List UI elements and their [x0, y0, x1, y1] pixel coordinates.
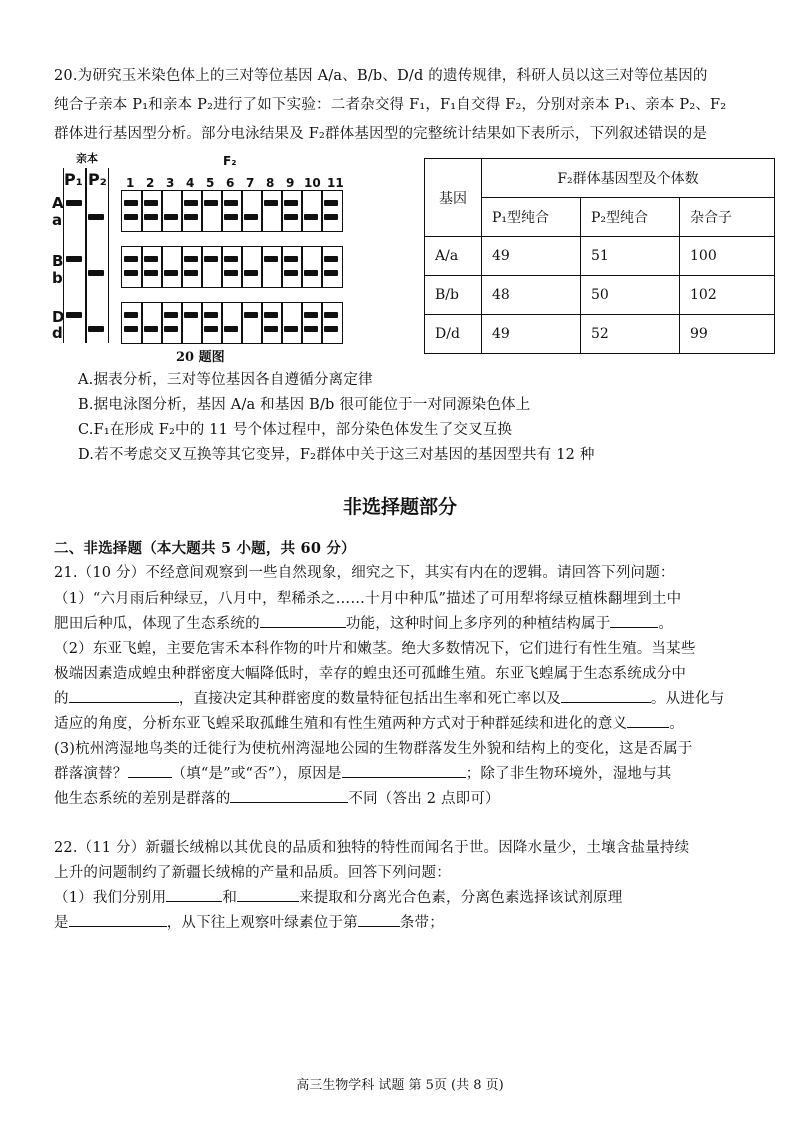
f2-lane-block: [301, 190, 323, 232]
f2-lane-block: [141, 246, 163, 288]
locus-a-lower: a: [52, 211, 63, 229]
f2-lane-block: [321, 190, 343, 232]
table-cell-p1: 48: [482, 276, 581, 315]
gel-band: [224, 200, 238, 206]
gel-band: [324, 270, 338, 276]
gel-band: [244, 270, 258, 276]
q22-text: ，从下往上观察叶绿素位于第: [166, 915, 358, 931]
f2-lane-block: [141, 190, 163, 232]
q21-p3-line1: (3)杭州湾湿地鸟类的迁徙行为使杭州湾湿地公园的生物群落发生外貌和结构上的变化，这是否属于: [54, 741, 693, 757]
q21-p2-text: 的: [54, 691, 69, 707]
table-row: [425, 276, 775, 315]
gel-band: [264, 326, 278, 332]
table-group-header: F₂群体基因型及个体数: [482, 159, 775, 198]
locus-b-lower: b: [52, 269, 63, 287]
lane-number: 3: [166, 176, 175, 190]
gel-band: [324, 312, 338, 318]
q21-p2-text: 。从进化与: [650, 691, 725, 707]
q21-p1-text: 。: [658, 616, 674, 632]
f2-lane-block: [221, 302, 243, 344]
gel-band: [88, 270, 104, 276]
gel-band: [204, 256, 218, 262]
gel-band: [184, 214, 198, 220]
lane-number: 2: [146, 176, 155, 190]
q22-line4: [54, 911, 444, 932]
f2-lane-block: [181, 246, 203, 288]
f2-lane-block: [241, 246, 263, 288]
gel-band: [304, 270, 318, 276]
gel-band: [244, 312, 258, 318]
table-cell-p2: 51: [581, 237, 680, 276]
q21-p1-line1: （1）“六月雨后种绿豆，八月中，犁稀杀之……十月中种瓜”描述了可用犁将绿豆植株翻埋到土中: [54, 591, 682, 607]
gel-band: [284, 200, 298, 206]
table-cell-gene: B/b: [425, 276, 482, 315]
electrophoresis-figure: [48, 148, 388, 365]
f2-lane-block: [261, 246, 283, 288]
f2-lane-block: [241, 302, 263, 344]
table-cell-het: 100: [680, 237, 775, 276]
gel-band: [88, 214, 104, 220]
f2-lane-block: [261, 190, 283, 232]
answer-blank[interactable]: [69, 912, 167, 927]
gel-band: [144, 270, 158, 276]
q22-line1: 22.（11 分）新疆长绒棉以其优良的品质和独特的特性而闻名于世。因降水量少，土壤含盐量持续: [54, 840, 690, 856]
q22-line3: [54, 886, 622, 907]
p2-lane: [85, 168, 109, 343]
table-cell-gene: D/d: [425, 315, 482, 354]
gel-band: [124, 312, 138, 318]
f2-lane-block: [181, 302, 203, 344]
gel-band: [144, 326, 158, 332]
lane-number: 10: [304, 176, 321, 190]
gel-band: [304, 326, 318, 332]
answer-blank[interactable]: [69, 688, 179, 703]
gel-band: [124, 270, 138, 276]
gel-band: [284, 214, 298, 220]
f2-header: F₂: [223, 154, 237, 168]
f2-lane-block: [281, 190, 303, 232]
f2-lane-block: [321, 302, 343, 344]
f2-lane-block: [301, 302, 323, 344]
gel-band: [264, 312, 278, 318]
gel-band: [204, 200, 218, 206]
gel-band: [164, 270, 178, 276]
lane-number: 9: [286, 176, 295, 190]
table-header-gene: 基因: [425, 159, 482, 237]
answer-blank[interactable]: [610, 613, 658, 628]
gel-band: [184, 200, 198, 206]
answer-blank[interactable]: [627, 713, 669, 728]
q21-p1-line2: [54, 612, 673, 633]
gel-band: [184, 256, 198, 262]
q20-stem-line2: 纯合子亲本 P₁和亲本 P₂进行了如下实验：二者杂交得 F₁，F₁自交得 F₂，分别对亲本 P₁、亲本 P₂、F₂: [54, 97, 727, 113]
f2-lane-block: [301, 246, 323, 288]
gel-band: [224, 256, 238, 262]
gel-band: [164, 312, 178, 318]
f2-lane-block: [121, 246, 143, 288]
part2-header: 二、非选择题（本大题共 5 小题，共 60 分）: [54, 540, 356, 557]
f2-lane-block: [161, 246, 183, 288]
f2-lane-block: [121, 302, 143, 344]
parent-header: 亲本: [76, 152, 98, 165]
gel-band: [304, 214, 318, 220]
q21-p1-text: 功能，这种时间上多序列的种植结构属于: [345, 616, 611, 632]
p2-lane-label: P₂: [88, 170, 107, 189]
f2-lane-block: [201, 190, 223, 232]
q21-p3-line3: [54, 787, 500, 808]
gel-band: [324, 326, 338, 332]
q21-p3-text: 不同（答出 2 点即可）: [348, 791, 500, 807]
table-cell-p1: 49: [482, 315, 581, 354]
table-header-het: 杂合子: [680, 198, 775, 237]
table-cell-het: 99: [680, 315, 775, 354]
gel-band: [124, 256, 138, 262]
gel-band: [66, 200, 82, 206]
answer-blank[interactable]: [358, 912, 400, 927]
q21-p3-text: 他生态系统的差别是群落的: [54, 791, 231, 807]
gel-band: [204, 326, 218, 332]
table-cell-gene: A/a: [425, 237, 482, 276]
q20-option-d: D.若不考虑交叉互换等其它变异，F₂群体中关于这三对基因的基因型共有 12 种: [78, 447, 595, 463]
gel-band: [124, 214, 138, 220]
gel-band: [88, 326, 104, 332]
answer-blank[interactable]: [237, 887, 299, 902]
table-header-p1: P₁型纯合: [482, 198, 581, 237]
gel-band: [164, 326, 178, 332]
gel-band: [304, 312, 318, 318]
gel-band: [144, 214, 158, 220]
f2-lane-block: [121, 190, 143, 232]
q21-p2-line4: [54, 712, 684, 733]
q21-p2-line2: 极端因素造成蝗虫种群密度大幅降低时，幸存的蝗虫还可孤雌生殖。东亚飞蝗属于生态系统成分中: [54, 666, 687, 682]
gel-band: [284, 256, 298, 262]
q21-p2-text: ，直接决定其种群密度的数量特征包括出生率和死亡率以及: [178, 691, 561, 707]
q20-option-c: C.F₁在形成 F₂中的 11 号个体过程中，部分染色体发生了交叉互换: [78, 422, 513, 438]
q22-text: 是: [54, 915, 69, 931]
f2-lane-block: [221, 246, 243, 288]
table-cell-p2: 52: [581, 315, 680, 354]
answer-blank[interactable]: [166, 887, 222, 902]
page-footer: 高三生物学科 试题 第 5页 (共 8 页): [296, 1078, 504, 1093]
p1-lane-label: P₁: [64, 170, 83, 189]
gel-band: [284, 326, 298, 332]
gel-band: [124, 326, 138, 332]
locus-d-upper: D: [52, 308, 65, 326]
f2-genotype-table: [424, 158, 775, 354]
answer-blank[interactable]: [128, 763, 172, 778]
q21-p3-line2: [54, 762, 672, 783]
f2-lane-block: [261, 302, 283, 344]
table-header-p2: P₂型纯合: [581, 198, 680, 237]
gel-band: [264, 200, 278, 206]
q21-p2-line1: （2）东亚飞蝗，主要危害禾本科作物的叶片和嫩茎。绝大多数情况下，它们进行有性生殖。当某些: [54, 641, 696, 657]
q22-line2: 上升的问题制约了新疆长绒棉的产量和品质。回答下列问题：: [54, 865, 451, 881]
q21-p1-text: 肥田后种瓜，体现了生态系统的: [54, 616, 260, 632]
gel-band: [144, 256, 158, 262]
q22-text: 和: [222, 890, 238, 906]
gel-band: [224, 214, 238, 220]
q20-stem-line3: 群体进行基因型分析。部分电泳结果及 F₂群体基因型的完整统计结果如下表所示，下列叙述错误的是: [54, 126, 708, 142]
lane-number: 8: [266, 176, 275, 190]
lane-number: 5: [206, 176, 215, 190]
q21-p2-text: 。: [669, 716, 684, 732]
q22-text: 条带；: [399, 915, 444, 931]
f2-lane-block: [241, 190, 263, 232]
gel-band: [264, 256, 278, 262]
lane-number: 11: [327, 176, 344, 190]
q20-stem-line1: 20.为研究玉米染色体上的三对等位基因 A/a、B/b、D/d 的遗传规律，科研人员以这三对等位基因的: [54, 68, 708, 84]
gel-band: [124, 200, 138, 206]
f2-lane-block: [221, 190, 243, 232]
lane-number: 6: [226, 176, 235, 190]
f2-lane-block: [161, 190, 183, 232]
answer-blank[interactable]: [230, 788, 348, 803]
locus-b-upper: B: [52, 252, 64, 270]
f2-lane-block: [281, 302, 303, 344]
gel-band: [204, 312, 218, 318]
gel-band: [224, 326, 238, 332]
q21-p3-text: ；除了非生物环境外，湿地与其: [465, 766, 672, 782]
f2-lane-block: [201, 246, 223, 288]
gel-band: [184, 312, 198, 318]
q21-intro: 21.（10 分）不经意间观察到一些自然现象，细究之下，其实有内在的逻辑。请回答下列问题：: [54, 565, 675, 581]
gel-band: [184, 270, 198, 276]
gel-band: [224, 270, 238, 276]
gel-band: [284, 270, 298, 276]
gel-band: [66, 256, 82, 262]
gel-band: [324, 200, 338, 206]
f2-lane-block: [141, 302, 163, 344]
f2-lane-block: [181, 190, 203, 232]
lane-number: 7: [246, 176, 255, 190]
gel-band: [66, 312, 82, 318]
lane-number: 4: [186, 176, 195, 190]
f2-lane-block: [201, 302, 223, 344]
gel-band: [244, 214, 258, 220]
answer-blank[interactable]: [260, 613, 346, 628]
f2-lane-block: [161, 302, 183, 344]
lane-number: 1: [126, 176, 135, 190]
q21-p2-line3: [54, 687, 724, 708]
gel-band: [324, 256, 338, 262]
f2-lane-block: [321, 246, 343, 288]
locus-a-upper: A: [52, 194, 64, 212]
figure-caption: 20 题图: [176, 350, 225, 365]
table-cell-p2: 50: [581, 276, 680, 315]
answer-blank[interactable]: [561, 688, 651, 703]
table-row: [425, 237, 775, 276]
answer-blank[interactable]: [342, 763, 466, 778]
locus-d-lower: d: [52, 324, 63, 342]
q21-p3-text: 群落演替？: [54, 766, 128, 782]
gel-band: [164, 214, 178, 220]
gel-band: [144, 200, 158, 206]
q22-text: 来提取和分离光合色素，分离色素选择该试剂原理: [299, 890, 623, 906]
q20-option-a: A.据表分析，三对等位基因各自遵循分离定律: [78, 372, 373, 388]
q21-p2-text: 适应的角度，分析东亚飞蝗采取孤雌生殖和有性生殖两种方式对于种群延续和进化的意义: [54, 716, 628, 732]
q20-option-b: B.据电泳图分析，基因 A/a 和基因 B/b 很可能位于一对同源染色体上: [78, 397, 531, 413]
table-row: [425, 315, 775, 354]
section-title: 非选择题部分: [342, 496, 457, 518]
gel-band: [324, 214, 338, 220]
q22-text: （1）我们分别用: [54, 890, 167, 906]
f2-lane-block: [281, 246, 303, 288]
table-cell-p1: 49: [482, 237, 581, 276]
q21-p3-text: （填“是”或“否”），原因是: [171, 766, 342, 782]
table-cell-het: 102: [680, 276, 775, 315]
